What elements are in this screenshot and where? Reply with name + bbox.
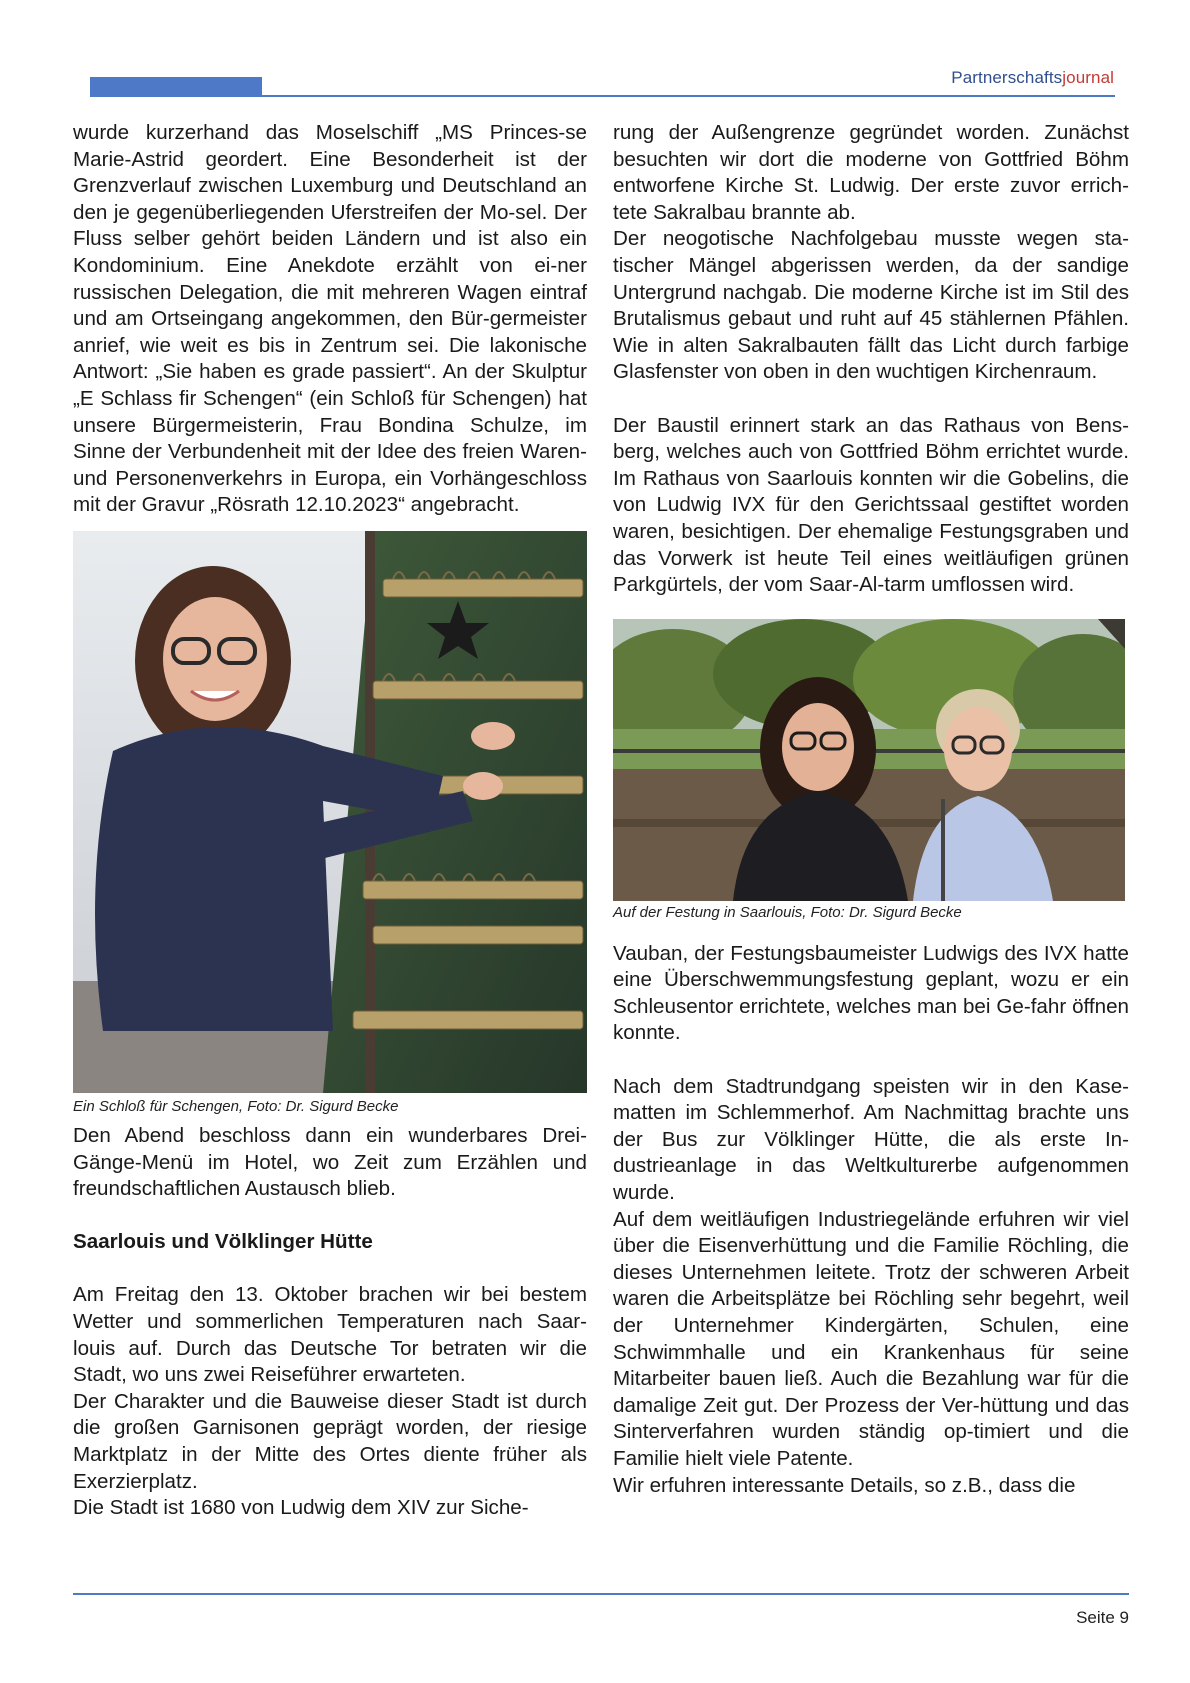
left-paragraph-2: Den Abend beschloss dann ein wunderbares Drei-Gänge-Menü im Hotel, wo Zeit zum Erzählen und freundschaftlichen Austausch blieb. <box>73 1123 587 1201</box>
right-paragraph-1: rung der Außengrenze gegründet worden. Zunächst besuchten wir dort die moderne von Gottfried Böhm entworfene Kirche St. Ludwig. Der erste zuvor errich-tete Sakralbau brannte ab. <box>613 121 1129 224</box>
left-paragraph-5: Die Stadt ist 1680 von Ludwig dem XIV zur Siche- <box>73 1496 529 1520</box>
left-paragraph-4: Der Charakter und die Bauweise dieser Stadt ist durch die großen Garnisonen geprägt worden, der riesige Marktplatz in der Mitte des Ortes diente früher als Exerzierplatz. <box>73 1389 587 1493</box>
left-column <box>73 120 587 1522</box>
journal-title-part1: Partnerschafts <box>951 68 1063 87</box>
left-paragraph-3: Am Freitag den 13. Oktober brachen wir bei bestem Wetter und sommerlichen Temperaturen nach Saar-louis auf. Durch das Deutsche Tor betraten wir die Stadt, wo uns zwei Reiseführer erwarteten. <box>73 1283 587 1387</box>
right-paragraph-4: Vauban, der Festungsbaumeister Ludwigs des IVX hatte eine Überschwemmungsfestung geplant, wozu er ein Schleusentor errichtete, welches man bei Ge-fahr öffnen konnte. <box>613 941 1129 1045</box>
section-heading: Saarlouis und Völklinger Hütte <box>73 1230 373 1254</box>
photo-festung-saarlouis <box>613 619 1125 901</box>
right-paragraph-7: Wir erfuhren interessante Details, so z.B., dass die <box>613 1473 1076 1497</box>
right-paragraph-3: Der Baustil erinnert stark an das Rathaus von Bens-berg, welches auch von Gottfried Böhm errichtet wurde. Im Rathaus von Saarlouis konnten wir die Gobelins, die von Ludwig IVX für den Gerichtssaal gestiftet worden waren, besichtigen. Der ehemalige Festungsgraben und das Vorwerk ist heute Teil eines weitläufigen grünen Parkgürtels, der vom Saar-Al-tarm umflossen wird. <box>613 413 1129 597</box>
right-photo-caption: Auf der Festung in Saarlouis, Foto: Dr. Sigurd Becke <box>613 903 962 921</box>
header-accent-bar <box>90 77 262 95</box>
footer-rule <box>73 1593 1129 1595</box>
header-rule <box>90 95 1115 97</box>
photo-schengen-lock <box>73 531 587 1093</box>
photo-schengen-lock-image <box>73 531 587 1093</box>
page-number: Seite 9 <box>1076 1608 1129 1627</box>
left-paragraph-1: wurde kurzerhand das Moselschiff „MS Princes-se Marie-Astrid geordert. Eine Besonderheit ist der Grenzverlauf zwischen Luxemburg und Deutschland an den je gegenüberliegenden Uferstreifen der Mo-sel. Der Fluss selber gehört beiden Ländern und ist also ein Kondominium. Eine Anekdote erzählt von ei-ner russischen Delegation, die mit mehreren Wagen eintraf und am Ortseingang angekommen, den Bür-germeister anrief, wie weit es bis in Zentrum sei. Die lakonische Antwort: „Sie haben es grade passiert“. An der Skulptur „E Schlass fir Schengen“ (ein Schloß für Schengen) hat unsere Bürgermeisterin, Frau Bondina Schulze, im Sinne der Verbundenheit mit der Idee des freien Waren- und Personenverkehrs in Europa, ein Vorhängeschloss mit der Gravur „Rösrath 12.10.2023“ angebracht. <box>73 121 587 517</box>
journal-title <box>951 68 1114 88</box>
right-paragraph-5: Nach dem Stadtrundgang speisten wir in den Kase-matten im Schlemmerhof. Am Nachmittag brachte uns der Bus zur Völklinger Hütte, die als erste In-dustrieanlage in das Weltkulturerbe aufgenommen wurde. <box>613 1074 1129 1205</box>
left-photo-caption: Ein Schloß für Schengen, Foto: Dr. Sigurd Becke <box>73 1097 399 1115</box>
journal-title-part2: journal <box>1062 68 1114 87</box>
right-paragraph-2: Der neogotische Nachfolgebau musste wegen sta-tischer Mängel abgerissen werden, da der sandige Untergrund nachgab. Die moderne Kirche ist im Stil des Brutalismus gebaut und ruht auf 45 stählernen Pfählen. Wie in alten Sakralbauten fällt das Licht durch farbige Glasfenster von oben in den wuchtigen Kirchenraum. <box>613 227 1129 384</box>
right-paragraph-6: Auf dem weitläufigen Industriegelände erfuhren wir viel über die Eisenverhüttung und die Familie Röchling, die dieses Unternehmen leitete. Trotz der schweren Arbeit waren die Arbeitsplätze bei Röchling sehr begehrt, weil der Unternehmer Kindergärten, Schulen, eine Schwimmhalle und ein Krankenhaus für seine Mitarbeiter bauen ließ. Auch die Bezahlung war für die damalige Zeit gut. Der Prozess der Ver-hüttung und das Sinterverfahren wurden ständig op-timiert und die Familie hielt viele Patente. <box>613 1207 1129 1470</box>
right-column <box>613 120 1129 1499</box>
photo-festung-saarlouis-image <box>613 619 1125 901</box>
